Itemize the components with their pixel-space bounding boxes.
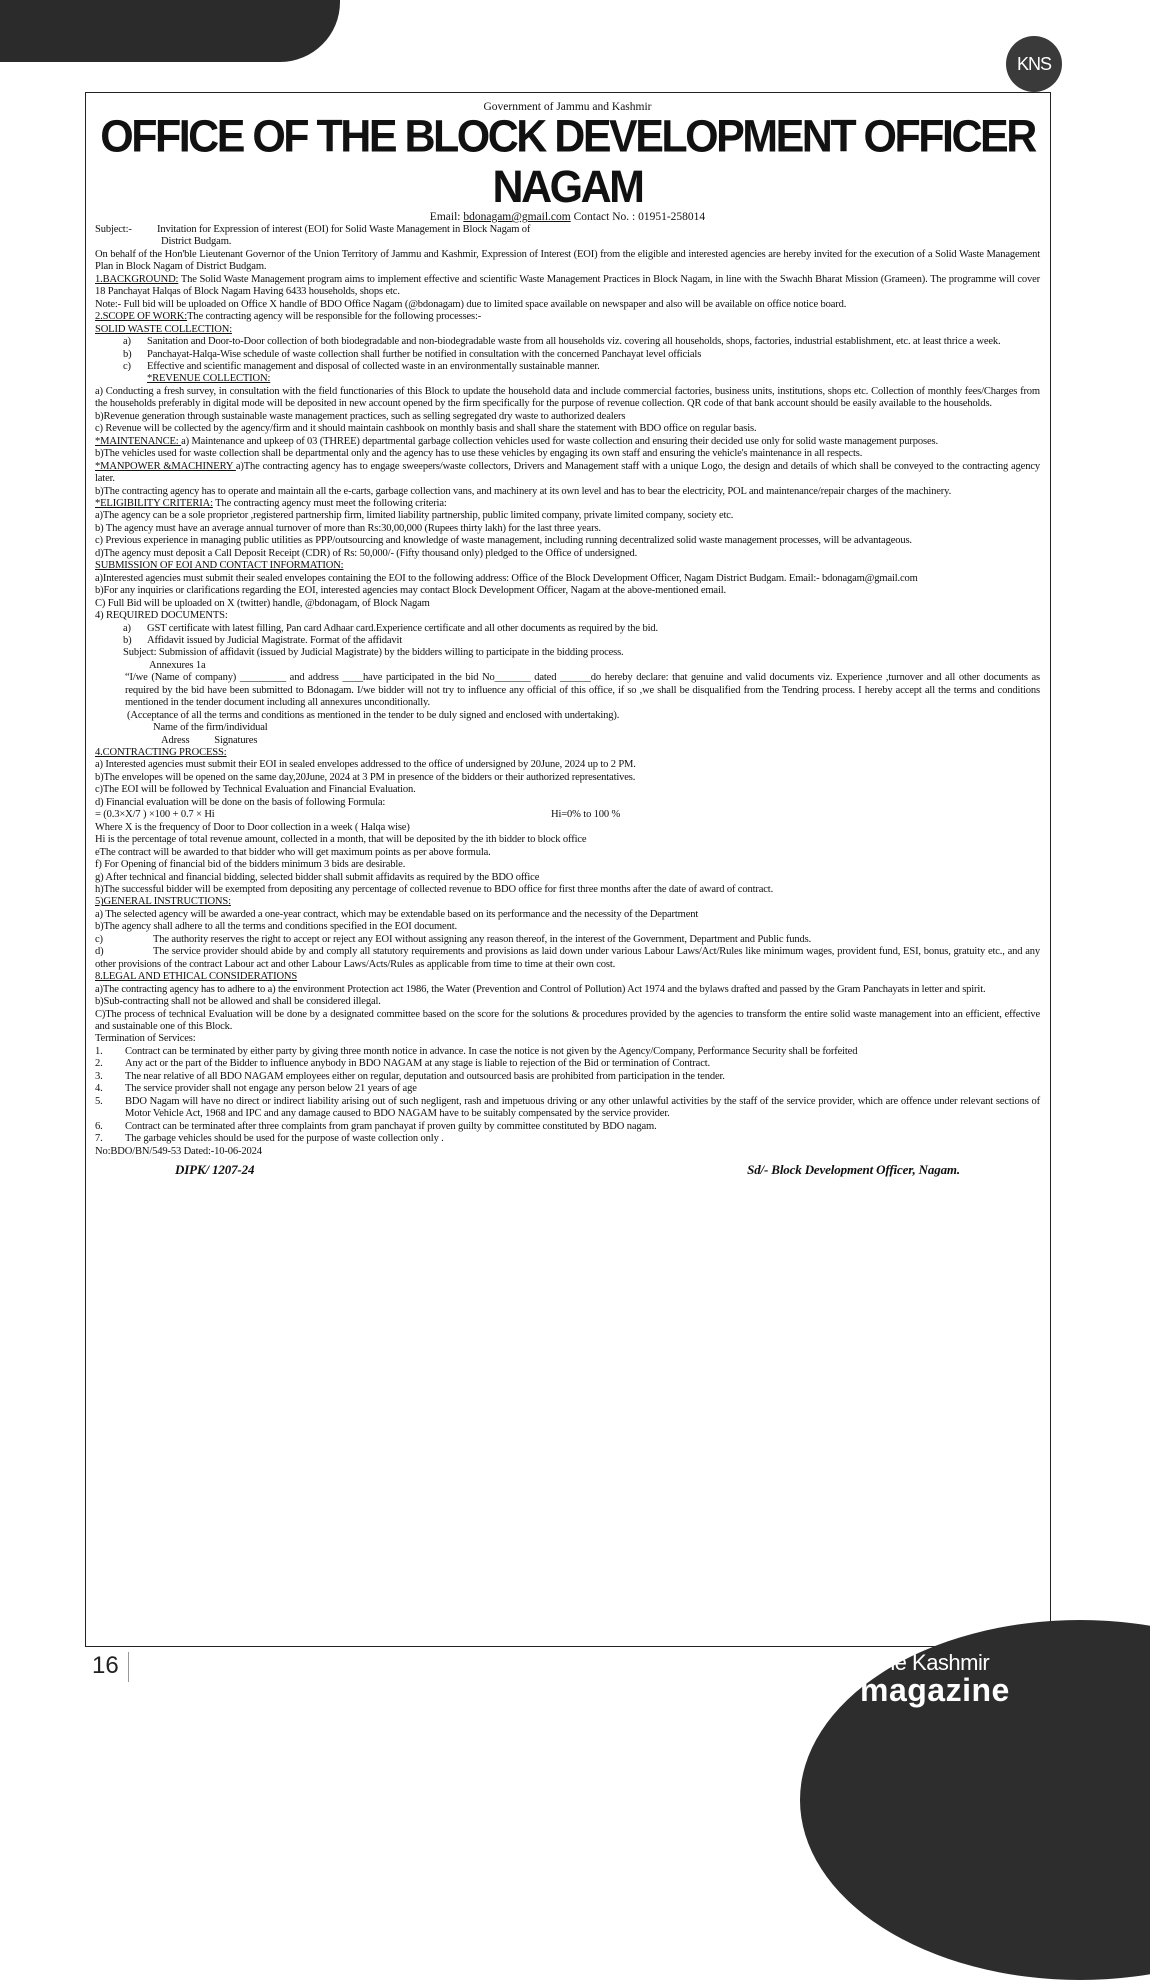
- swc-item: [95, 349, 1040, 361]
- swc-item-marker: c): [123, 360, 131, 372]
- document-item-text: GST certificate with latest filling, Pan card Adhaar card.Experience certificate and all other documents as required by the bid.: [147, 622, 658, 634]
- subject-line: [95, 224, 1040, 249]
- swc-heading: SOLID WASTE COLLECTION:: [95, 323, 232, 335]
- signed-by: Sd/- Block Development Officer, Nagam.: [747, 1161, 960, 1177]
- page-number-divider: [128, 1652, 129, 1682]
- revenue-item: b)Revenue generation through sustainable waste management practices, such as selling segregated dry waste to authorized dealers: [95, 410, 626, 422]
- termination-text: The service provider shall not engage any person below 21 years of age: [125, 1083, 417, 1095]
- subject-label: Subject:-: [95, 224, 132, 235]
- legal-heading: 8.LEGAL AND ETHICAL CONSIDERATIONS: [95, 971, 298, 983]
- eligibility-item: d)The agency must deposit a Call Deposit Receipt (CDR) of Rs: 50,000/- (Fifty thousand only) pledged to the Office of undersigned.: [95, 547, 638, 559]
- documents-heading: 4) REQUIRED DOCUMENTS:: [95, 610, 228, 622]
- kns-logo: KNS: [1006, 36, 1062, 92]
- submission-item: C) Full Bid will be uploaded on X (twitter) handle, @bdonagam, of Block Nagam: [95, 597, 430, 609]
- document-item-text: Affidavit issued by Judicial Magistrate. Format of the affidavit: [147, 634, 403, 646]
- scope-paragraph: [95, 311, 1040, 323]
- scope-heading: 2.SCOPE OF WORK:: [95, 311, 188, 323]
- eligibility-item: a)The agency can be a sole proprietor ,registered partnership firm, limited liability partnership, public limited company, private limited company, society etc.: [95, 510, 734, 522]
- revenue-item: a) Conducting a fresh survey, in consultation with the field functionaries of this Block to update the household data and include commercial factories, business units, institutions, shops etc. Collection of monthly fees/Charges from the households preferably in digital mode will be deposited in new account opened by the firm specifically for the purpose of revenue collection. QR code of that bank account should be easily available to the households.: [95, 385, 1040, 410]
- brand-line-1: The Kashmir: [870, 1650, 990, 1675]
- swc-item-marker: a): [123, 336, 131, 348]
- email-label: Email:: [429, 211, 464, 223]
- general-item-b: b)The agency shall adhere to all the terms and conditions specified in the EOI document.: [95, 921, 457, 933]
- eligibility-item: c) Previous experience in managing public utilities as PPP/outsourcing and knowledge of waste management, including running decentralized solid waste management processes, will be advantageous.: [95, 535, 912, 547]
- termination-text: Contract can be terminated by either party by giving three month notice in advance. In case the notice is not given by the Agency/Company, Performance Security shall be forfeited: [125, 1045, 858, 1057]
- termination-item: [95, 1133, 1040, 1145]
- page-number: 16: [92, 1652, 119, 1679]
- eligibility-heading: *ELIGIBILITY CRITERIA:: [95, 497, 213, 509]
- maintenance-b: b)The vehicles used for waste collection shall be departmental only and the agency has to use these vehicles by engaging its own staff and ensuring the vehicle's maintenance in all respects.: [95, 448, 863, 460]
- reference-number: No:BDO/BN/549-53 Dated:-10-06-2024: [95, 1145, 262, 1157]
- note-paragraph: Note:- Full bid will be uploaded on Office X handle of BDO Office Nagam (@bdonagam) due to limited space available on newspaper and also will be available on office notice board.: [95, 298, 847, 310]
- dipk-number: DIPK/ 1207-24: [175, 1161, 255, 1177]
- formula-text: = (0.3×X/7 ) ×100 + 0.7 × Hi: [95, 809, 215, 821]
- formula-line: [95, 809, 1040, 821]
- general-d-text: The service provider should abide by and comply all statutory requirements and provisions as laid down under various Labour Laws/Act/Rules like minimum wages, provident fund, ESI, bonus, gratuity etc., and any other provisions of the contract Labour act and other Labour Laws/Acts/Rules as applicable from time to time at their own cost.: [95, 946, 1040, 970]
- submission-heading: SUBMISSION OF EOI AND CONTACT INFORMATION:: [95, 560, 344, 572]
- annexure-label: Annexures 1a: [149, 659, 206, 671]
- legal-item: a)The contracting agency has to adhere to a) the environment Protection act 1986, the Water (Prevention and Control of Pollution) Act 1974 and the bylaws drafted and passed by the Gram Panchayats in letter and spirit.: [95, 983, 986, 995]
- swc-item-text: Panchayat-Halqa-Wise schedule of waste collection shall further be notified in consultation with the concerned Panchayat level officials: [147, 348, 702, 360]
- intro-paragraph: On behalf of the Hon'ble Lieutenant Governor of the Union Territory of Jammu and Kashmir, Expression of Interest (EOI) from the eligible and interested agencies are hereby invited for the execution of a Solid Waste Management Plan in Block Nagam of District Budgam.: [95, 248, 1040, 273]
- termination-text: Any act or the part of the Bidder to influence anybody in BDO NAGAM at any stage is liable to rejection of the Bid or termination of Contract.: [125, 1058, 710, 1070]
- termination-item: [95, 1121, 1040, 1133]
- document-item: [95, 635, 1040, 647]
- revenue-item: c) Revenue will be collected by the agency/firm and it should maintain cashbook on monthly basis and shall share the statement with BDO office on regular basis.: [95, 423, 757, 435]
- document-item-marker: b): [123, 634, 132, 646]
- contracting-item: c)The EOI will be followed by Technical Evaluation and Financial Evaluation.: [95, 784, 416, 796]
- submission-item: a)Interested agencies must submit their sealed envelopes containing the EOI to the following address: Office of the Block Development Officer, Nagam District Budgam. Email:- bdonagam@gmail.com: [95, 572, 918, 584]
- manpower-heading: *MANPOWER &MACHINERY: [95, 460, 236, 472]
- general-item-c: [95, 934, 1040, 946]
- eoi-notice: [85, 92, 1051, 1647]
- swc-item-text: Sanitation and Door-to-Door collection of both biodegradable and non-biodegradable waste from all households viz. covering all households, shops, factories, industrial establishment, etc. at least thrice a week.: [147, 336, 1001, 348]
- termination-heading: Termination of Services:: [95, 1033, 196, 1045]
- termination-marker: 6.: [95, 1120, 103, 1132]
- contracting-item: f) For Opening of financial bid of the bidders minimum 3 bids are desirable.: [95, 859, 406, 871]
- formula-where-x: Where X is the frequency of Door to Door collection in a week ( Halqa wise): [95, 821, 410, 833]
- termination-text: BDO Nagam will have no direct or indirect liability arising out of such negligent, rash and impetuous driving or any other unlawful activities by the staff of the service provider, which are offence under relevant sections of Motor Vehicle Act, 1968 and IPC and any damage caused to BDO NAGAM have to be suitably compensated by the service provider.: [125, 1095, 1040, 1120]
- revenue-heading-line: [95, 373, 1040, 385]
- subject-line1: Invitation for Expression of interest (EOI) for Solid Waste Management in Block Nagam of: [157, 224, 531, 235]
- termination-item: [95, 1071, 1040, 1083]
- swc-item-text: Effective and scientific management and disposal of collected waste in an environmentally sustainable manner.: [147, 360, 600, 372]
- scope-text: The contracting agency will be responsible for the following processes:-: [187, 311, 482, 323]
- brand-line-2: magazine: [860, 1672, 1010, 1708]
- termination-marker: 2.: [95, 1058, 103, 1070]
- general-c-marker: c): [95, 933, 103, 945]
- swc-item: [95, 336, 1040, 348]
- legal-item: C)The process of technical Evaluation will be done by a designated committee based on the score for the solutions & procedures provided by the agencies to transform the entire solid waste management into an efficient, effective and sustainable one of this Block.: [95, 1008, 1040, 1032]
- document-item-marker: a): [123, 622, 131, 634]
- declaration-text: “I/we (Name of company) _________ and address ____have participated in the bid No_______ dated ______do hereby declare: that genuine and valid documents viz. Experience ,turnover and all other documents as required by the bid have been submitted to Bdonagam. I/we bidder will not try to influence any official of this office, if so ,we shall be disqualified from the Tendring process. I hereby accept all the terms and conditions mentioned in the tender document including all annexures unconditionally.: [125, 672, 1040, 709]
- general-heading: 5)GENERAL INSTRUCTIONS:: [95, 896, 231, 908]
- office-title: OFFICE OF THE BLOCK DEVELOPMENT OFFICER NAGAM: [100, 111, 1035, 213]
- eligibility-text: The contracting agency must meet the following criteria:: [212, 497, 447, 509]
- maintenance-paragraph: [95, 436, 1040, 448]
- termination-marker: 4.: [95, 1083, 103, 1095]
- termination-marker: 3.: [95, 1070, 103, 1082]
- eligibility-item: b) The agency must have an average annual turnover of more than Rs:30,00,000 (Rupees thirty lakh) for the last three years.: [95, 522, 601, 534]
- maintenance-heading: *MAINTENANCE:: [95, 435, 182, 447]
- manpower-b: b)The contracting agency has to operate and maintain all the e-carts, garbage collection vans, and machinery at its own level and has to bear the electricity, POL and maintenance/repair charges of the machinery.: [95, 485, 952, 497]
- subject-line2: District Budgam.: [161, 236, 232, 248]
- eligibility-paragraph: [95, 498, 1040, 510]
- contracting-item: a) Interested agencies must submit their EOI in sealed envelopes addressed to the office of undersigned by 20June, 2024 up to 2 PM.: [95, 759, 636, 771]
- signature-row: [95, 1158, 1040, 1176]
- termination-marker: 5.: [95, 1095, 103, 1107]
- govt-line: Government of Jammu and Kashmir: [483, 101, 652, 113]
- termination-text: The garbage vehicles should be used for the purpose of waste collection only .: [125, 1133, 444, 1145]
- firm-name-label: Name of the firm/individual: [153, 722, 268, 734]
- general-c-text: The authority reserves the right to accept or reject any EOI without assigning any reason thereof, in the interest of the Government, Department and Public funds.: [153, 933, 812, 945]
- contracting-item: g) After technical and financial bidding, selected bidder shall submit affidavits as required by the BDO office: [95, 871, 540, 883]
- background-paragraph: [95, 274, 1040, 299]
- contracting-heading: 4.CONTRACTING PROCESS:: [95, 747, 227, 759]
- swc-item-marker: b): [123, 348, 132, 360]
- termination-marker: 1.: [95, 1045, 103, 1057]
- contracting-item: h)The successful bidder will be exempted from depositing any percentage of collected revenue to BDO office for first three months after the date of award of contract.: [95, 884, 774, 896]
- background-heading: 1.BACKGROUND:: [95, 273, 179, 285]
- affidavit-subject: Subject: Submission of affidavit (issued by Judicial Magistrate) by the bidders willing to participate in the bidding process.: [123, 647, 624, 659]
- submission-item: b)For any inquiries or clarifications regarding the EOI, interested agencies may contact Block Development Officer, Nagam at the above-mentioned email.: [95, 585, 726, 597]
- termination-item: [95, 1083, 1040, 1095]
- formula-range: Hi=0% to 100 %: [551, 809, 621, 821]
- termination-text: The near relative of all BDO NAGAM employees either on regular, deputation and outsourced basis are prohibited from participation in the tender.: [125, 1070, 725, 1082]
- general-item-a: a) The selected agency will be awarded a one-year contract, which may be extendable based on its performance and the necessity of the Department: [95, 908, 699, 920]
- top-decorative-tab: [0, 0, 340, 62]
- contact-number: Contact No. : 01951-258014: [570, 211, 706, 223]
- contracting-item: b)The envelopes will be opened on the same day,20June, 2024 at 3 PM in presence of the bidders or their authorized representatives.: [95, 771, 636, 783]
- email-link[interactable]: bdonagam@gmail.com: [463, 211, 571, 223]
- maintenance-a: a) Maintenance and upkeep of 03 (THREE) departmental garbage collection vehicles used for waste collection and ensuring their decided use only for solid waste management purposes.: [181, 435, 938, 447]
- termination-text: Contract can be terminated after three complaints from gram panchayat if proven guilty by committee constituted by BDO nagam.: [125, 1120, 657, 1132]
- swc-item: [95, 361, 1040, 373]
- document-item: [95, 623, 1040, 635]
- manpower-a: a)The contracting agency has to engage sweepers/waste collectors, Drivers and Management staff with a unique Logo, the design and details of which shall be conveyed to the contracting agency later.: [95, 460, 1040, 485]
- manpower-paragraph: [95, 461, 1040, 486]
- general-item-d: [95, 946, 1040, 971]
- notice-body: [95, 224, 1040, 1176]
- contracting-item: eThe contract will be awarded to that bidder who will get maximum points as per above formula.: [95, 846, 491, 858]
- subject-text: [157, 224, 530, 249]
- termination-item: [95, 1046, 1040, 1058]
- acceptance-text: (Acceptance of all the terms and conditions as mentioned in the tender to be duly signed and enclosed with undertaking).: [127, 709, 620, 721]
- termination-item: [95, 1096, 1040, 1121]
- background-text: The Solid Waste Management program aims to implement effective and scientific Waste Management Practices in Block Nagam, in line with the Swachh Bharat Mission (Grameen). The programme will cover 18 Panchayat Halqas of Block Nagam Having 6433 households, shops etc.: [95, 273, 1040, 298]
- termination-marker: 7.: [95, 1133, 103, 1145]
- formula-where-hi: Hi is the percentage of total revenue amount, collected in a month, that will be deposited by the ith bidder to block office: [95, 834, 587, 846]
- general-d-marker: d): [95, 946, 104, 958]
- contracting-item: d) Financial evaluation will be done on the basis of following Formula:: [95, 796, 386, 808]
- legal-item: b)Sub-contracting shall not be allowed and shall be considered illegal.: [95, 996, 381, 1008]
- termination-item: [95, 1058, 1040, 1070]
- revenue-heading: *REVENUE COLLECTION:: [147, 373, 271, 385]
- address-signature-label: Adress Signatures: [161, 734, 258, 746]
